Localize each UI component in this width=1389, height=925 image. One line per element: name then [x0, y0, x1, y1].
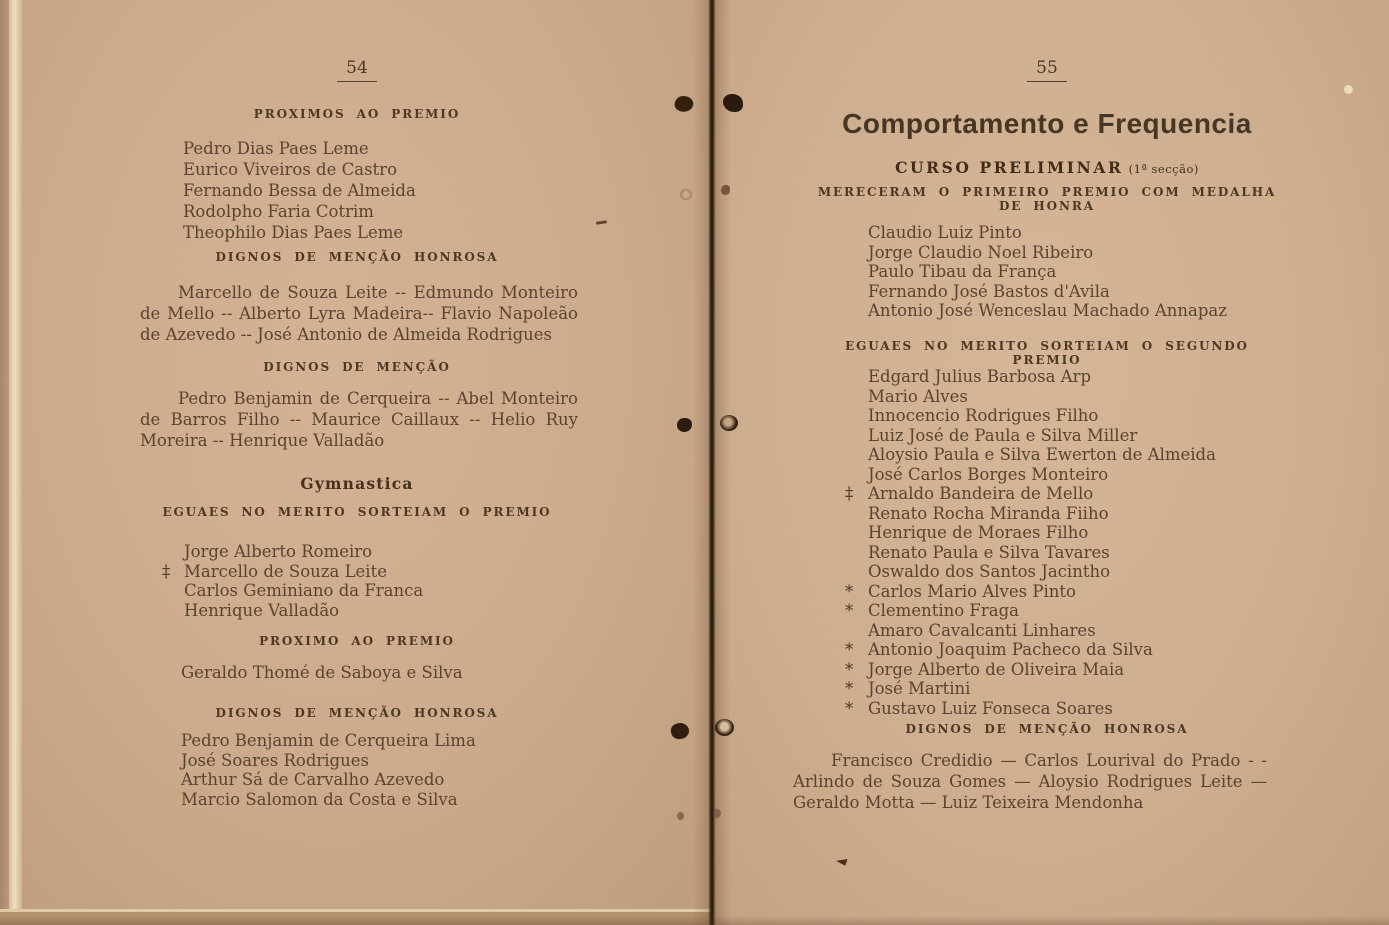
binding-gutter — [693, 0, 731, 925]
marker-blank — [845, 465, 868, 485]
person-name: Clementino Fraga — [868, 601, 1019, 620]
paragraph-mencao-honrosa-right: Francisco Credidio — Carlos Lourival do Prado - - Arlindo de Souza Gomes — Aloysio Rodrigues Leite — Geraldo Motta — Luiz Teixeira Mendonha — [793, 751, 1267, 812]
person-name: Claudio Luiz Pinto — [868, 223, 1022, 242]
marker-blank — [159, 790, 181, 810]
name-list-item — [845, 262, 1227, 282]
section-heading-proximos: PROXIMOS AO PREMIO — [253, 107, 461, 121]
section-heading-eguaes-premio: EGUAES NO MERITO SORTEIAM O PREMIO — [162, 505, 552, 519]
name-list-item — [161, 138, 416, 159]
name-list-item — [845, 504, 1216, 524]
person-name: Gustavo Luiz Fonseca Soares — [868, 698, 1113, 718]
marker-blank — [161, 180, 183, 201]
name-list-item — [845, 243, 1227, 263]
name-list-item — [845, 582, 1216, 602]
marker-blank — [845, 562, 868, 582]
marker-blank — [845, 387, 868, 407]
marker-blank — [161, 201, 183, 222]
name-list-item — [161, 159, 416, 180]
person-name: Arthur Sá de Carvalho Azevedo — [181, 770, 445, 789]
person-name: Antonio José Wenceslau Machado Annapaz — [868, 301, 1227, 320]
section-heading-primeiro-premio: MERECERAM O PRIMEIRO PREMIO COM MEDALHA DE HONRA — [817, 185, 1277, 213]
section-heading-mencao-honrosa-right: DIGNOS DE MENÇÃO HONROSA — [905, 722, 1189, 736]
name-list-item — [845, 660, 1216, 680]
person-name: José Soares Rodrigues — [181, 750, 369, 770]
marker-blank — [845, 406, 868, 426]
marker-blank — [845, 367, 868, 387]
book-edge-strip — [0, 0, 9, 925]
person-name: Theophilo Dias Paes Leme — [183, 223, 404, 242]
ink-spot — [680, 189, 692, 200]
section-heading-mencao-honrosa-2: DIGNOS DE MENÇÃO HONROSA — [215, 706, 499, 720]
name-list-item — [161, 201, 416, 222]
name-list-segundo-premio — [845, 367, 1216, 718]
person-name: Henrique de Moraes Filho — [868, 523, 1089, 542]
person-name: José Carlos Borges Monteiro — [868, 464, 1109, 484]
subsection-title-gymnastica: Gymnastica — [300, 474, 414, 493]
course-name: CURSO PRELIMINAR — [895, 158, 1124, 177]
name-list-item — [162, 542, 423, 562]
course-section-note: (1ª secção) — [1128, 162, 1199, 176]
marker-blank — [845, 301, 868, 321]
name-list-item — [845, 445, 1216, 465]
page-number-right: 55 — [807, 58, 1287, 82]
marker-blank — [845, 543, 868, 563]
name-list-proximo — [159, 663, 463, 683]
section-heading-proximo: PROXIMO AO PREMIO — [259, 634, 455, 648]
person-name: Aloysio Paula e Silva Ewerton de Almeida — [868, 445, 1216, 464]
person-name: Carlos Geminiano da Franca — [184, 581, 424, 600]
person-name: José Martini — [868, 679, 971, 698]
name-list-proximos — [161, 138, 416, 243]
person-name: Rodolpho Faria Cotrim — [183, 202, 374, 221]
name-list-item — [159, 751, 476, 771]
person-name: Pedro Benjamin de Cerqueira Lima — [181, 731, 476, 750]
name-list-item — [162, 601, 423, 621]
asterisk-marker: * — [845, 601, 854, 620]
marker-blank — [162, 601, 184, 621]
marker-blank — [161, 222, 183, 243]
paper-flaw-dot — [1344, 85, 1353, 94]
name-list-item — [845, 223, 1227, 243]
name-list-item — [161, 222, 416, 243]
name-list-mencao-honrosa-2 — [159, 731, 476, 809]
person-name: Henrique Valladão — [184, 600, 340, 620]
course-heading — [807, 158, 1287, 177]
person-name: Mario Alves — [868, 386, 968, 406]
name-list-item — [845, 367, 1216, 387]
marker-blank — [845, 445, 868, 465]
name-list-item — [159, 731, 476, 751]
person-name: Jorge Claudio Noel Ribeiro — [868, 242, 1094, 262]
asterisk-marker: * — [845, 640, 854, 659]
asterisk-marker: * — [845, 679, 854, 698]
name-list-item — [161, 180, 416, 201]
asterisk-marker: * — [845, 581, 854, 601]
name-list-item — [845, 282, 1227, 302]
marker-blank — [845, 282, 868, 302]
name-list-item — [845, 426, 1216, 446]
paragraph-mencao-honrosa-1: Marcello de Souza Leite -- Edmundo Monteiro de Mello -- Alberto Lyra Madeira-- Flavio Napoleão de Azevedo -- José Antonio de Almeida Rodrigues — [140, 283, 578, 344]
person-name: Amaro Cavalcanti Linhares — [868, 620, 1096, 640]
person-name: Edgard Julius Barbosa Arp — [868, 367, 1092, 386]
marker-blank — [845, 504, 868, 524]
name-list-item — [845, 301, 1227, 321]
ink-spot — [715, 719, 734, 736]
name-list-item — [845, 465, 1216, 485]
person-name: Geraldo Thomé de Saboya e Silva — [181, 663, 463, 682]
marker-blank — [845, 243, 868, 263]
marker-blank — [159, 731, 181, 751]
paragraph-mencao: Pedro Benjamin de Cerqueira -- Abel Monteiro de Barros Filho -- Maurice Caillaux -- Helio Ruy Moreira -- Henrique Valladão — [140, 389, 578, 450]
marker-blank — [845, 223, 868, 243]
person-name: Antonio Joaquim Pacheco da Silva — [868, 640, 1153, 659]
marker-blank — [845, 621, 868, 641]
person-name: Jorge Alberto Romeiro — [184, 542, 373, 561]
page-number-left: 54 — [132, 58, 582, 82]
marker-blank — [161, 138, 183, 159]
name-list-item — [845, 484, 1216, 504]
left-page — [22, 0, 709, 909]
name-list-item — [845, 640, 1216, 660]
chapter-title: Comportamento e Frequencia — [842, 108, 1252, 139]
name-list-item — [159, 790, 476, 810]
asterisk-marker: * — [845, 698, 854, 718]
person-name: Carlos Mario Alves Pinto — [868, 581, 1076, 601]
right-page — [712, 0, 1389, 925]
marker-blank — [159, 770, 181, 790]
person-name: Fernando Bessa de Almeida — [183, 181, 416, 200]
name-list-item — [845, 679, 1216, 699]
marker-blank — [159, 663, 181, 683]
person-name: Innocencio Rodrigues Filho — [868, 406, 1099, 425]
person-name: Renato Rocha Miranda Fiiho — [868, 503, 1109, 523]
marker-blank — [162, 542, 184, 562]
name-list-item — [159, 770, 476, 790]
person-name: Pedro Dias Paes Leme — [183, 139, 369, 158]
marker-blank — [161, 159, 183, 180]
name-list-item — [845, 699, 1216, 719]
person-name: Marcio Salomon da Costa e Silva — [181, 789, 458, 809]
section-heading-segundo-premio: EGUAES NO MERITO SORTEIAM O SEGUNDO PREMIO — [845, 339, 1249, 367]
double-dagger-marker: ‡ — [845, 484, 854, 503]
asterisk-marker: * — [845, 659, 854, 679]
person-name: Fernando José Bastos d'Avila — [868, 281, 1110, 301]
ink-spot — [713, 809, 721, 818]
person-name: Arnaldo Bandeira de Mello — [868, 484, 1094, 503]
page-edge-highlight — [9, 0, 22, 925]
person-name: Renato Paula e Silva Tavares — [868, 542, 1110, 562]
person-name: Paulo Tibau da França — [868, 262, 1057, 281]
marker-blank — [845, 523, 868, 543]
name-list-item — [845, 562, 1216, 582]
person-name: Eurico Viveiros de Castro — [183, 160, 398, 179]
name-list-primeiro-premio — [845, 223, 1227, 321]
name-list-item — [162, 581, 423, 601]
ink-spot — [720, 415, 738, 431]
name-list-item — [845, 543, 1216, 563]
bottom-scan-shadow — [0, 916, 1389, 925]
marker-blank — [162, 581, 184, 601]
section-heading-mencao: DIGNOS DE MENÇÃO — [263, 360, 451, 374]
name-list-item — [159, 663, 463, 683]
person-name: Oswaldo dos Santos Jacintho — [868, 562, 1111, 581]
name-list-gymnastica — [162, 542, 423, 620]
person-name: Marcello de Souza Leite — [184, 561, 387, 581]
ink-spot — [677, 812, 684, 820]
name-list-item — [845, 523, 1216, 543]
marker-blank — [159, 751, 181, 771]
ink-spot — [721, 185, 730, 195]
marker-blank — [845, 426, 868, 446]
person-name: Luiz José de Paula e Silva Miller — [868, 425, 1138, 445]
name-list-item — [162, 562, 423, 582]
name-list-item — [845, 621, 1216, 641]
person-name: Jorge Alberto de Oliveira Maia — [868, 659, 1125, 679]
section-heading-mencao-honrosa-1: DIGNOS DE MENÇÃO HONROSA — [215, 250, 499, 264]
name-list-item — [845, 387, 1216, 407]
ink-spot — [723, 94, 743, 112]
marker-blank — [845, 262, 868, 282]
double-dagger-marker: ‡ — [162, 561, 171, 581]
name-list-item — [845, 406, 1216, 426]
name-list-item — [845, 601, 1216, 621]
